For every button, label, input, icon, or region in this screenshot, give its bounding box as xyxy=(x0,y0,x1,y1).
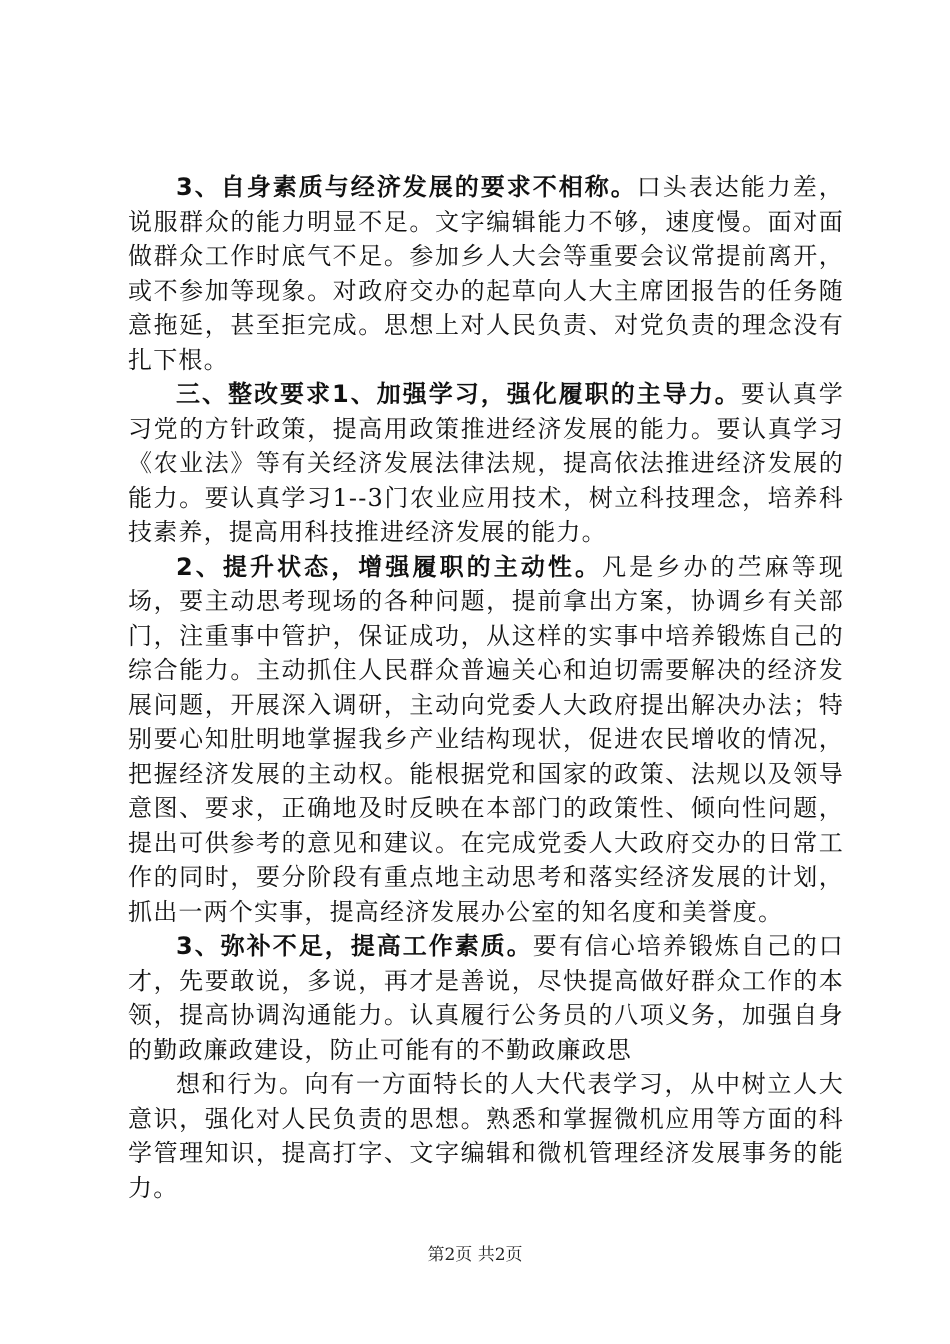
paragraph-text: 想和行为。向有一方面特长的人大代表学习，从中树立人大意识，强化对人民负责的思想。熟悉和掌握微机应用等方面的科学管理知识，提高打字、文字编辑和微机管理经济发展事务的能力。 xyxy=(128,1070,844,1202)
page-footer: 第2页 共2页 xyxy=(427,1245,523,1265)
paragraph-heading: 3、弥补不足，提高工作素质。 xyxy=(176,932,533,960)
paragraph-heading: 2、提升状态，增强履职的主动性。 xyxy=(176,552,603,581)
paragraph-text: 口头表达能力差，说服群众的能力明显不足。文字编辑能力不够，速度慢。面对面做群众工作时底气不足。参加乡人大会等重要会议常提前离开，或不参加等现象。对政府交办的起草向人大主席团报告的任务随意拖延，甚至拒完成。思想上对人民负责、对党负责的理念没有扎下根。 xyxy=(128,173,844,374)
paragraph-heading: 3、自身素质与经济发展的要求不相称。 xyxy=(176,173,637,201)
paragraph-text: 凡是乡办的苎麻等现场，要主动思考现场的各种问题，提前拿出方案，协调乡有关部门，注重事中管护，保证成功，从这样的实事中培养锻炼自己的综合能力。主动抓住人民群众普遍关心和迫切需要解决的经济发展问题，开展深入调研，主动向党委人大政府提出解决办法；特别要心知肚明地掌握我乡产业结构现状，促进农民增收的情况，把握经济发展的主动权。能根据党和国家的政策、法规以及领导意图、要求，正确地及时反映在本部门的政策性、倾向性问题，提出可供参考的意见和建议。在完成党委人大政府交办的日常工作的同时，要分阶段有重点地主动思考和落实经济发展的计划，抓出一两个实事，提高经济发展办公室的知名度和美誉度。 xyxy=(128,552,844,926)
paragraph-self-quality xyxy=(128,170,844,377)
paragraph-initiative xyxy=(128,550,844,930)
paragraph-rectification-study xyxy=(128,377,844,550)
paragraph-text: 要有信心培养锻炼自己的口才，先要敢说，多说，再才是善说，尽快提高做好群众工作的本领，提高协调沟通能力。认真履行公务员的八项义务，加强自身的勤政廉政建设，防止可能有的不勤政廉政思 xyxy=(128,932,845,1064)
document-body xyxy=(128,170,844,1205)
paragraph-continuation xyxy=(128,1067,844,1205)
paragraph-heading: 三、整改要求1、加强学习，强化履职的主导力。 xyxy=(176,380,741,408)
paragraph-work-quality xyxy=(128,929,844,1067)
paragraph-text: 要认真学习党的方针政策，提高用政策推进经济发展的能力。要认真学习《农业法》等有关经济发展法律法规，提高依法推进经济发展的能力。要认真学习1--3门农业应用技术，树立科技理念，培养科技素养，提高用科技推进经济发展的能力。 xyxy=(128,380,844,546)
